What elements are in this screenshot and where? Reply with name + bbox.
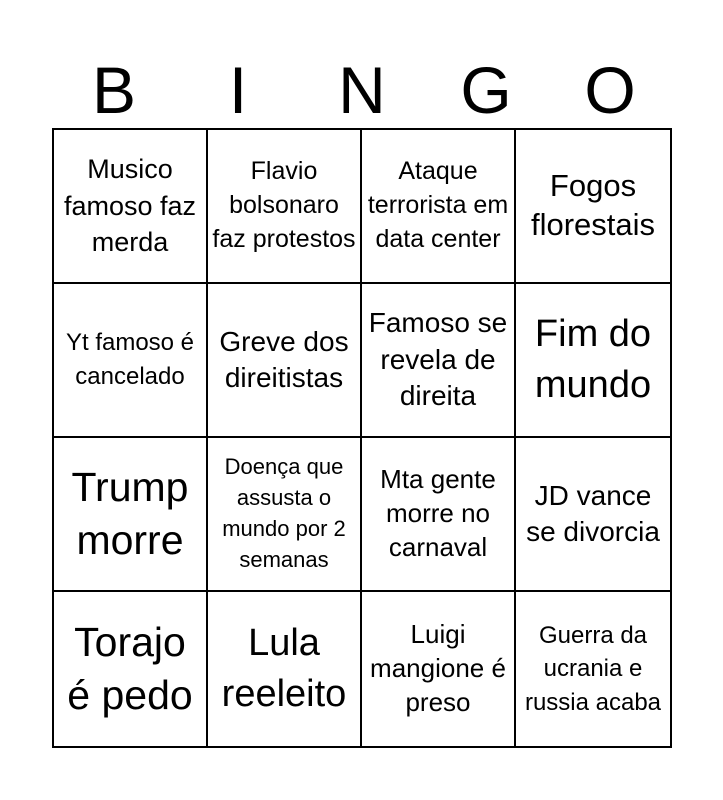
header-letter-o: O bbox=[584, 53, 636, 127]
bingo-cell[interactable]: Musico famoso faz merda bbox=[54, 130, 208, 284]
bingo-cell[interactable]: Greve dos direitistas bbox=[208, 284, 362, 438]
bingo-cell[interactable]: Mta gente morre no carnaval bbox=[362, 438, 516, 592]
bingo-cell[interactable]: Fogos florestais bbox=[516, 130, 670, 284]
header-letter-i: I bbox=[228, 53, 248, 127]
bingo-cell[interactable]: Yt famoso é cancelado bbox=[54, 284, 208, 438]
bingo-cell[interactable]: Torajo é pedo bbox=[54, 592, 208, 746]
bingo-cell[interactable]: Fim do mundo bbox=[516, 284, 670, 438]
bingo-cell[interactable]: Guerra da ucrania e russia acaba bbox=[524, 621, 662, 716]
bingo-header bbox=[52, 52, 672, 128]
bingo-cell[interactable]: Flavio bolsonaro faz protestos bbox=[208, 130, 362, 284]
bingo-cell[interactable]: Trump morre bbox=[54, 438, 208, 592]
bingo-cell[interactable]: Lula reeleito bbox=[208, 592, 362, 746]
bingo-cell[interactable]: Ataque terrorista em data center bbox=[362, 130, 516, 284]
header-letter-n: N bbox=[338, 53, 386, 127]
bingo-grid bbox=[52, 128, 672, 748]
bingo-cell[interactable]: JD vance se divorcia bbox=[516, 438, 670, 592]
bingo-cell[interactable]: Doença que assusta o mundo por 2 semanas bbox=[208, 438, 362, 592]
bingo-cell[interactable]: Luigi mangione é preso bbox=[362, 592, 516, 746]
header-letter-g: G bbox=[460, 53, 512, 127]
header-letter-b: B bbox=[91, 53, 137, 127]
bingo-cell[interactable]: Famoso se revela de direita bbox=[362, 284, 516, 438]
